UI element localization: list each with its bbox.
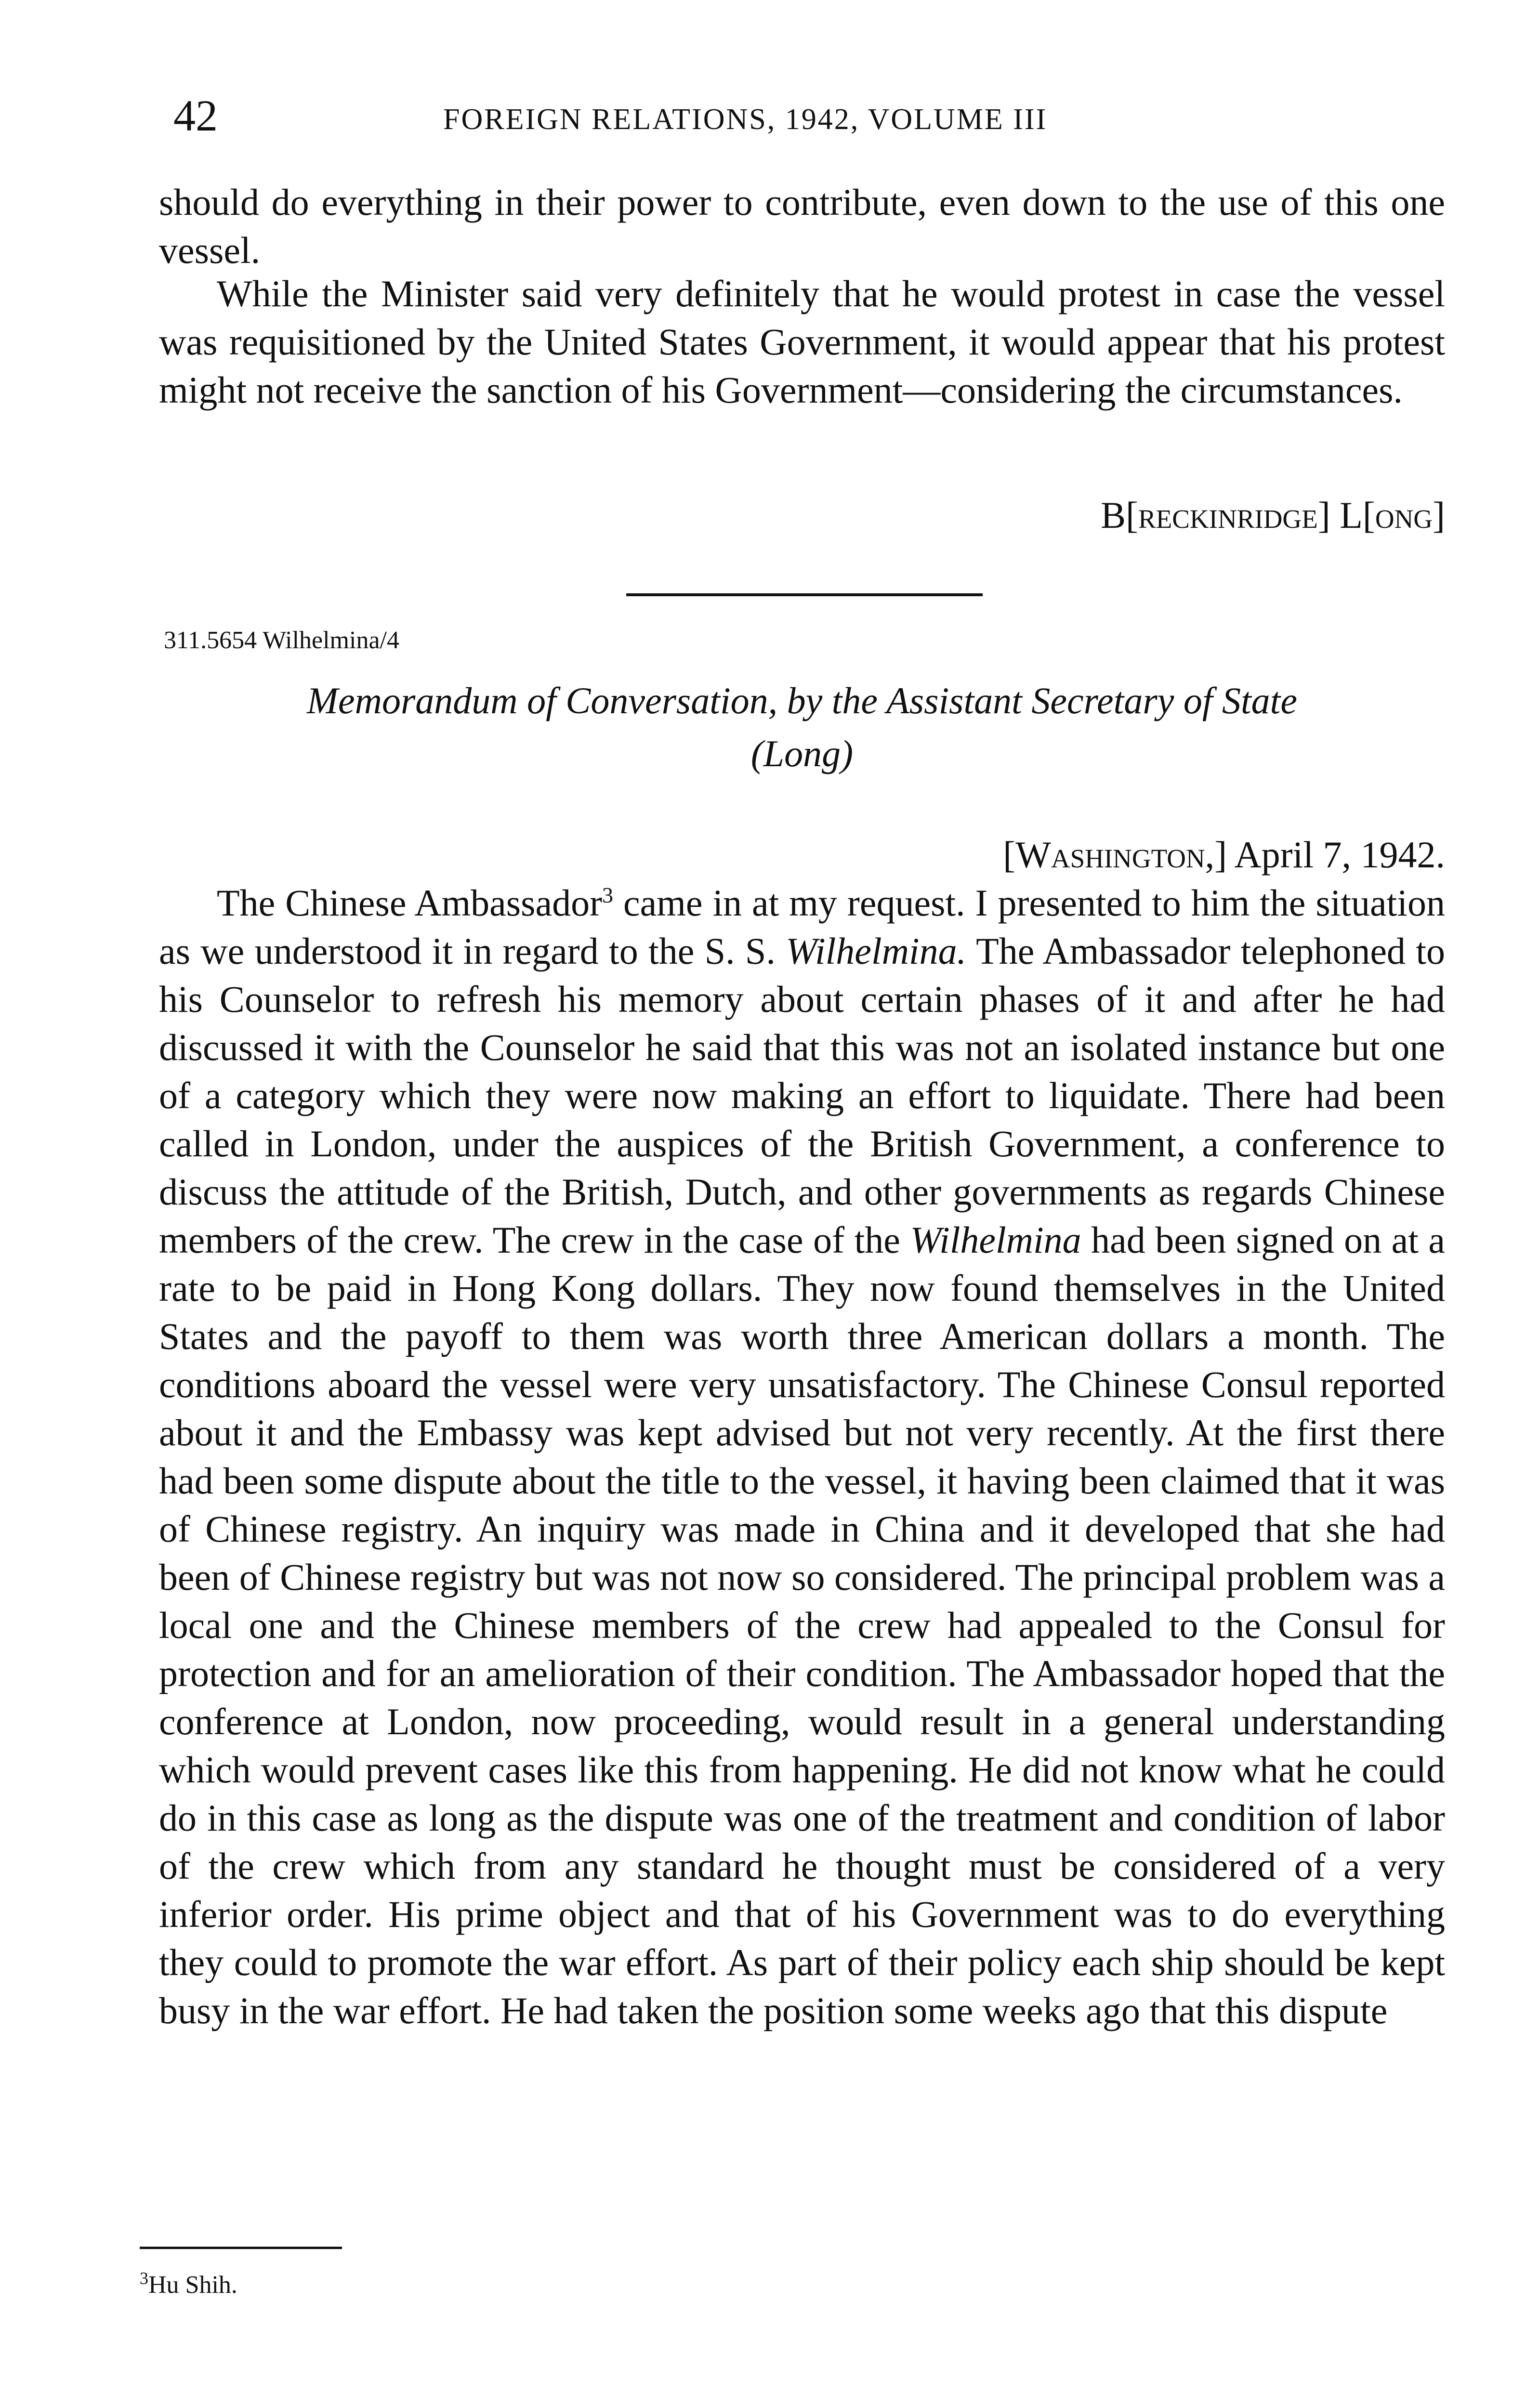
dateline-date: April 7, 1942.: [1227, 834, 1445, 876]
page-number: 42: [173, 91, 218, 140]
file-number: 311.5654 Wilhelmina/4: [164, 627, 399, 654]
section-divider: [626, 593, 983, 596]
footnote-mark: 3: [140, 2268, 148, 2288]
memorandum-title-line1: Memorandum of Conversation, by the Assistant Secretary of State: [307, 680, 1297, 721]
minister-protest-paragraph: While the Minister said very definitely that he would protest in case the vessel was requisitioned by the United States Government, it would appear that his protest might not receive the sanction of his Government—considering the circumstances.: [159, 273, 1445, 411]
signature-initials: [159, 489, 1445, 542]
ship-name-italic: Wilhelmina.: [786, 930, 967, 972]
signature-b: B[: [1100, 494, 1138, 536]
signature-mid: ] L[: [1317, 494, 1375, 536]
dateline: [159, 828, 1445, 881]
memorandum-body-paragraph: [159, 879, 1445, 2035]
paragraph-intro: The Chinese Ambassador: [217, 882, 603, 924]
paragraph-part-c: had been signed on at a rate to be paid in Hong Kong dollars. They now found themselves in the United States and the payoff to them was worth three American dollars a month. The conditions aboard the vessel were very unsatisfactory. The Chinese Consul reported about it and the Embassy was kept advised but not very recently. At the first there had been some dispute about the title to the vessel, it having been claimed that it was of Chinese registry. An inquiry was made in China and it developed that she had been of Chinese registry but was not now so considered. The principal problem was a local one and the Chinese members of the crew had appealed to the Consul for protection and for an amelioration of their condition. The Ambassador hoped that the conference at London, now proceeding, would result in a general understanding which would prevent cases like this from happening. He did not know what he could do in this case as long as the dispute was one of the treatment and condition of labor of the crew which from any standard he thought must be considered of a very inferior order. His prime object and that of his Government was to do everything they could to promote the war effort. As part of their policy each ship should be kept busy in the war effort. He had taken the position some weeks ago that this dispute: [159, 1219, 1446, 2031]
signature-l-rest: ong: [1375, 494, 1433, 536]
dateline-place: ashington: [1051, 834, 1205, 876]
page-header: [173, 84, 1445, 157]
footnote-reference: 3: [602, 883, 614, 907]
memorandum-title-line2: (Long): [750, 733, 854, 774]
dateline-open: [W: [1003, 834, 1051, 876]
paragraph-part-a: came in at my request. I presented to him the situation as we understood it in regard to the S. S.: [159, 882, 1445, 972]
ship-name-italic: Wilhelmina: [910, 1219, 1081, 1261]
footnote: [140, 2266, 237, 2304]
dateline-close: ,]: [1205, 834, 1227, 876]
footnote-divider: [140, 2247, 342, 2249]
signature-end: ]: [1433, 494, 1445, 536]
memorandum-title: [159, 674, 1445, 780]
footnote-text: Hu Shih.: [148, 2271, 237, 2299]
running-head: FOREIGN RELATIONS, 1942, VOLUME III: [443, 103, 1048, 136]
paragraph-part-b: The Ambassador telephoned to his Counselor to refresh his memory about certain phases of it and after he had discussed it with the Counselor he said that this was not an isolated instance but one of a category which they were now making an effort to liquidate. There had been called in London, under the auspices of the British Government, a conference to discuss the attitude of the British, Dutch, and other governments as regards Chinese members of the crew. The crew in the case of the: [159, 930, 1445, 1261]
signature-b-rest: reckinridge: [1138, 494, 1318, 536]
continued-paragraph: should do everything in their power to contribute, even down to the use of this one vessel.: [159, 181, 1445, 271]
